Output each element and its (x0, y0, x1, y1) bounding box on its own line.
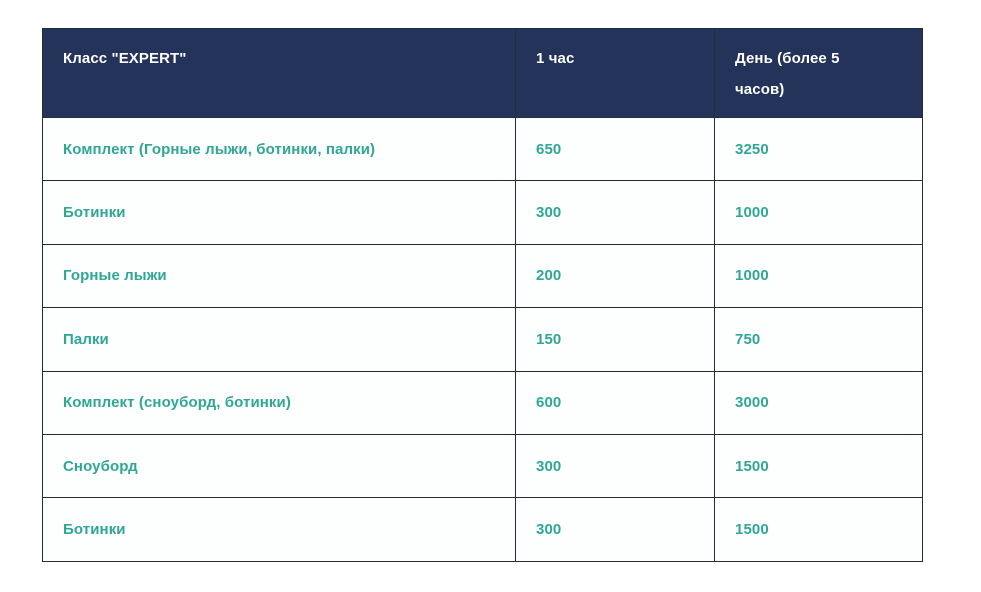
header-class-label: Класс "EXPERT" (63, 50, 187, 67)
table-row (43, 308, 923, 371)
cell-item-name: Сноуборд (43, 434, 516, 497)
cell-price-1hour: 150 (516, 308, 715, 371)
cell-item-name: Палки (43, 308, 516, 371)
cell-item-name: Горные лыжи (43, 244, 516, 307)
cell-item-name: Ботинки (43, 498, 516, 561)
table-row (43, 244, 923, 307)
header-hour-label: 1 час (536, 50, 575, 67)
cell-price-day: 1500 (715, 434, 923, 497)
cell-item-name: Комплект (Горные лыжи, ботинки, палки) (43, 118, 516, 181)
cell-price-1hour: 200 (516, 244, 715, 307)
header-cell-class (43, 29, 516, 118)
cell-price-day: 3000 (715, 371, 923, 434)
header-day-label: День (более 5 часов) (735, 50, 840, 98)
cell-price-1hour: 600 (516, 371, 715, 434)
cell-price-day: 750 (715, 308, 923, 371)
header-cell-hour (516, 29, 715, 118)
cell-price-day: 1000 (715, 181, 923, 244)
cell-price-day: 1500 (715, 498, 923, 561)
table-row (43, 498, 923, 561)
table-row (43, 181, 923, 244)
table-row (43, 434, 923, 497)
cell-item-name: Ботинки (43, 181, 516, 244)
table-row (43, 118, 923, 181)
cell-price-1hour: 300 (516, 498, 715, 561)
cell-price-day: 1000 (715, 244, 923, 307)
table-row (43, 371, 923, 434)
header-row (43, 29, 923, 118)
cell-price-1hour: 300 (516, 181, 715, 244)
cell-price-1hour: 300 (516, 434, 715, 497)
cell-price-1hour: 650 (516, 118, 715, 181)
price-table (42, 28, 923, 562)
header-cell-day (715, 29, 923, 118)
price-table-container (42, 28, 922, 562)
cell-item-name: Комплект (сноуборд, ботинки) (43, 371, 516, 434)
price-table-body (43, 118, 923, 562)
cell-price-day: 3250 (715, 118, 923, 181)
price-table-header (43, 29, 923, 118)
